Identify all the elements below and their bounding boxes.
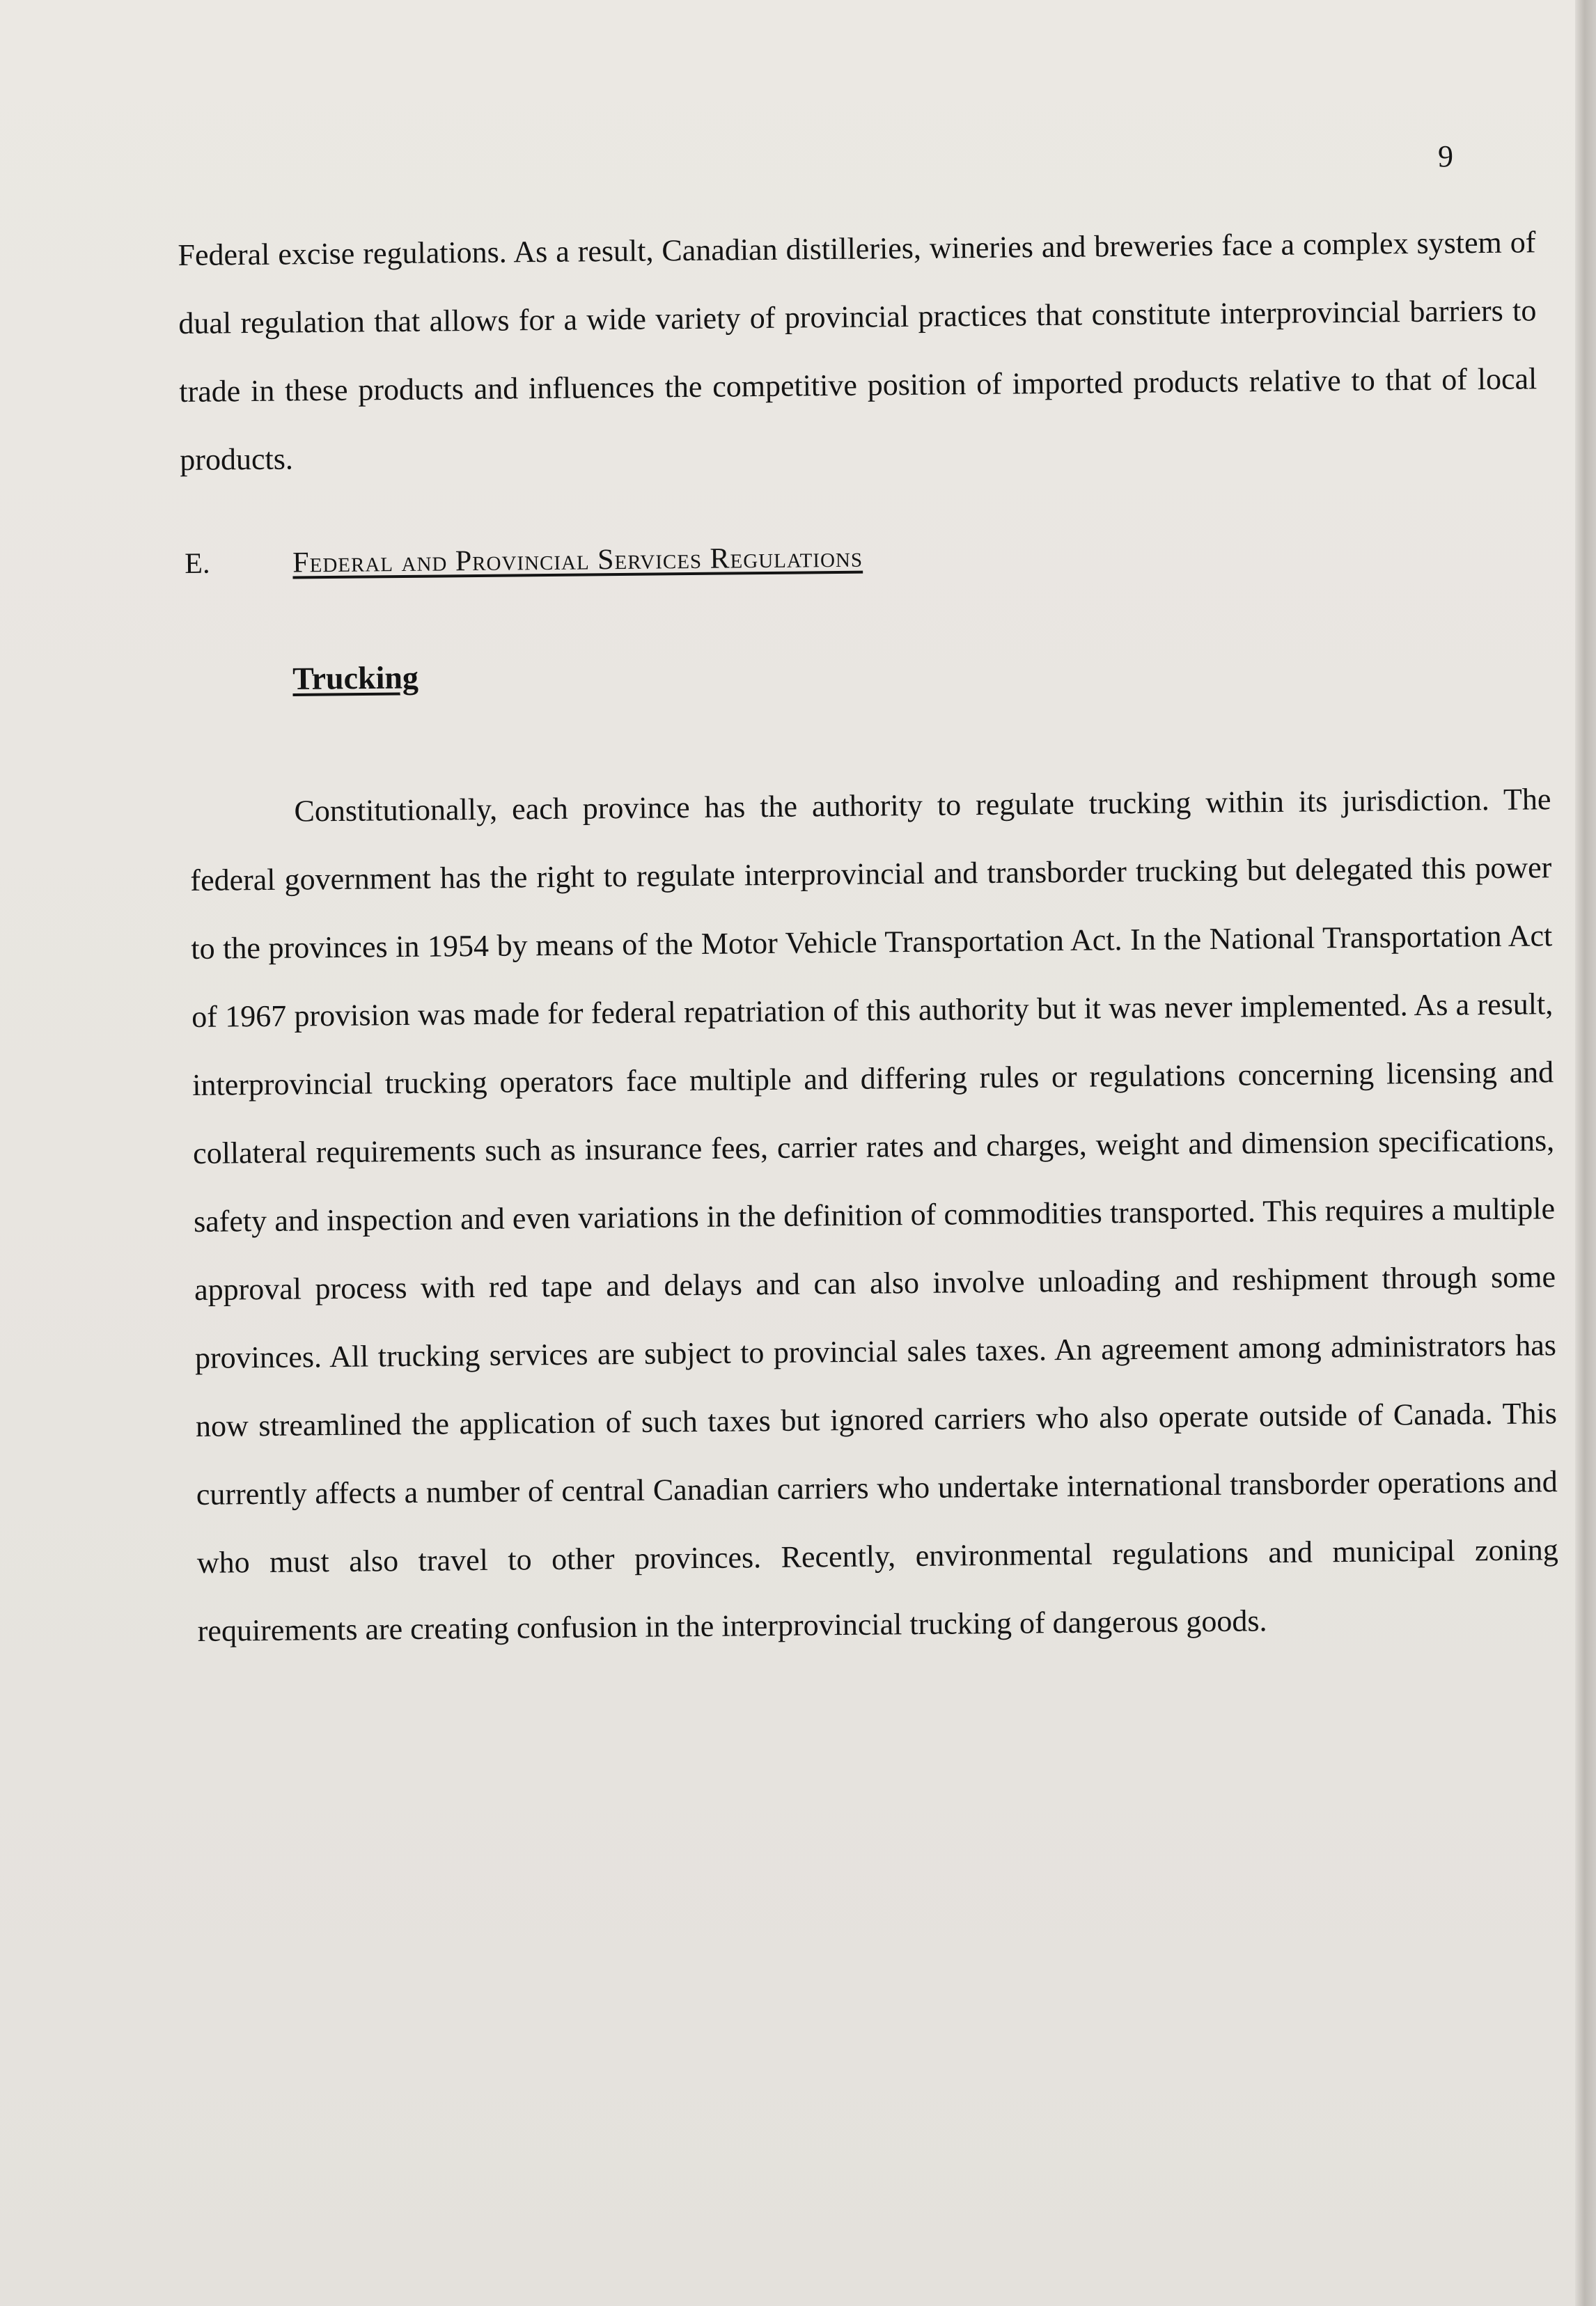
page-edge	[1575, 0, 1596, 2306]
paragraph-text: Federal excise regulations. As a result, Canadian distilleries, wineries and breweries face a complex system of dual regulation that allows for a wide variety of provincial practices that constitute interprovincial barriers to trade in these products and influences the competitive position of imported products relative to that of local products.	[178, 225, 1538, 477]
paragraph-trucking	[189, 765, 1559, 1665]
subsection-title: Trucking	[292, 659, 419, 696]
page-number: 9	[1438, 139, 1453, 173]
section-title: Federal and Provincial Services Regulations	[292, 541, 863, 579]
paragraph-excise-regulations	[178, 208, 1538, 494]
section-letter: E.	[185, 547, 210, 580]
section-heading	[185, 534, 1160, 585]
paragraph-text: Constitutionally, each province has the authority to regulate trucking within its jurisdiction. The federal government has the right to regulate interprovincial and transborder trucking but delegated this power to the provinces in 1954 by means of the Motor Vehicle Transportation Act. In the National Transportation Act of 1967 provision was made for federal repatriation of this authority but it was never implemented. As a result, interprovincial trucking operators face multiple and differing rules or regulations concerning licensing and collateral requirements such as insurance fees, carrier rates and charges, weight and dimension specifications, safety and inspection and even variations in the definition of commodities transported. This requires a multiple approval process with red tape and delays and can also involve unloading and reshipment through some provinces. All trucking services are subject to provincial sales taxes. An agreement among administrators has now streamlined the application of such taxes but ignored carriers who also operate outside of Canada. This currently affects a number of central Canadian carriers who undertake international transborder operations and who must also travel to other provinces. Recently, environmental regulations and municipal zoning requirements are creating confusion in the interprovincial trucking of dangerous goods.	[190, 782, 1558, 1648]
